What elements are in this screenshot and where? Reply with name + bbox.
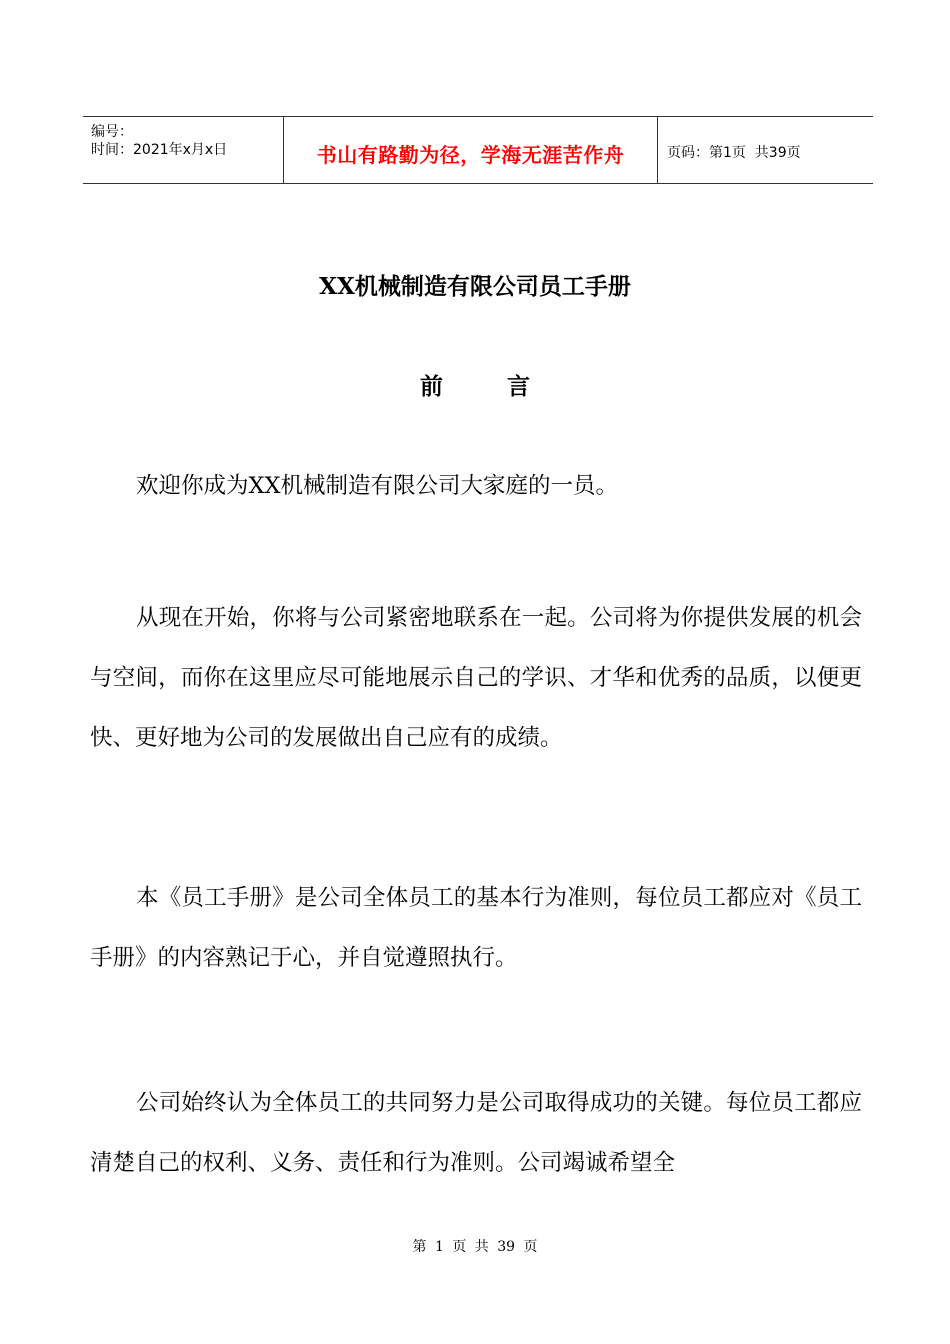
header-motto-cell: [284, 117, 658, 183]
paragraph: 从现在开始，你将与公司紧密地联系在一起。公司将为你提供发展的机会与空间，而你在这里应尽可能地展示自己的学识、才华和优秀的品质，以便更快、更好地为公司的发展做出自己应有的成绩。: [90, 605, 862, 751]
page-footer: 第 1 页 共 39 页: [412, 1239, 538, 1255]
header-page-cell: [658, 117, 873, 183]
header-meta-cell: [83, 117, 284, 183]
document-title: XX机械制造有限公司员工手册: [319, 273, 631, 300]
section-title: 前言: [420, 373, 594, 400]
page-header: [83, 116, 873, 184]
motto-text: 书山有路勤为径，学海无涯苦作舟: [316, 142, 625, 167]
number-label: 编号：: [91, 124, 133, 140]
header-page-info: 页码：第1页 共39页: [667, 145, 801, 161]
paragraph: 公司始终认为全体员工的共同努力是公司取得成功的关键。每位员工都应清楚自己的权利、义务、责任和行为准则。公司竭诚希望全: [90, 1090, 862, 1176]
paragraph: 本《员工手册》是公司全体员工的基本行为准则，每位员工都应对《员工手册》的内容熟记于心，并自觉遵照执行。: [90, 885, 862, 971]
paragraph: 欢迎你成为XX机械制造有限公司大家庭的一员。: [136, 473, 619, 499]
time-label: 时间：2021年x月x日: [91, 142, 228, 158]
